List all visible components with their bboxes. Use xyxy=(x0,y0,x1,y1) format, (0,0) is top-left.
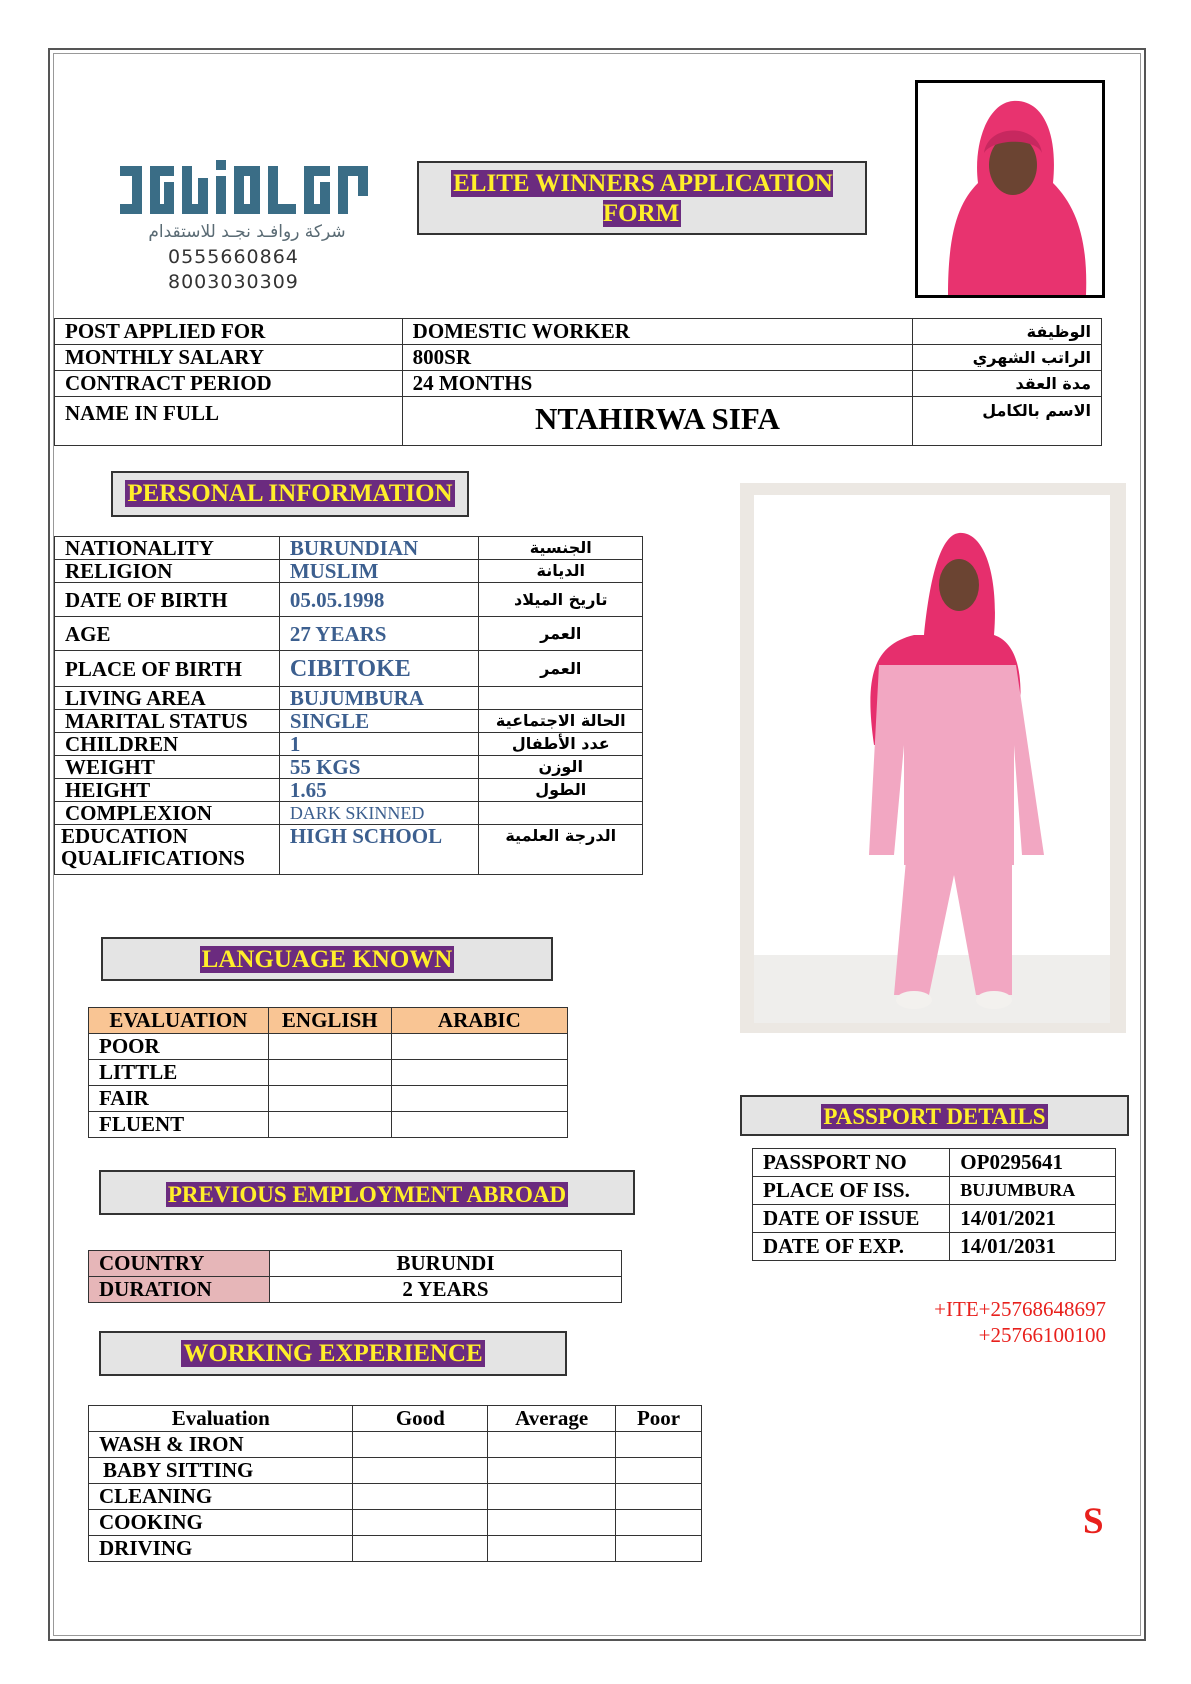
row-value: BUJUMBURA xyxy=(279,687,479,710)
english-cell xyxy=(268,1086,391,1112)
poor-cell xyxy=(616,1458,702,1484)
col-evaluation: Evaluation xyxy=(89,1406,353,1432)
portrait-image xyxy=(918,83,1102,295)
table-row xyxy=(89,1034,568,1060)
country-label: COUNTRY xyxy=(89,1251,270,1277)
row-arabic: عدد الأطفال xyxy=(479,733,643,756)
row-arabic: العمر xyxy=(479,617,643,651)
table-row xyxy=(89,1060,568,1086)
previous-employment-table xyxy=(88,1250,622,1303)
row-label: EDUCATION QUALIFICATIONS xyxy=(55,825,280,875)
col-arabic: ARABIC xyxy=(391,1008,567,1034)
good-cell xyxy=(353,1510,488,1536)
full-body-image xyxy=(754,495,1110,1023)
good-cell xyxy=(353,1432,488,1458)
table-row xyxy=(55,345,1102,371)
date-of-expiry-label: DATE OF EXP. xyxy=(753,1233,950,1261)
english-cell xyxy=(268,1112,391,1138)
main-info-table xyxy=(54,318,1102,446)
logo-phone-1: 0555660864 xyxy=(168,246,299,268)
level-label: POOR xyxy=(89,1034,269,1060)
table-row xyxy=(55,710,643,733)
arabic-cell xyxy=(391,1112,567,1138)
applicant-portrait-photo xyxy=(915,80,1105,298)
salary-label: MONTHLY SALARY xyxy=(55,345,403,371)
row-label: AGE xyxy=(55,617,280,651)
table-row xyxy=(55,733,643,756)
place-of-issue-label: PLACE OF ISS. xyxy=(753,1177,950,1205)
average-cell xyxy=(488,1458,616,1484)
col-average: Average xyxy=(488,1406,616,1432)
personal-info-header xyxy=(111,471,469,517)
contract-arabic: مدة العقد xyxy=(913,371,1102,397)
contact-line-2: +25766100100 xyxy=(978,1323,1106,1347)
name-arabic: الاسم بالكامل xyxy=(913,397,1102,446)
row-label: COMPLEXION xyxy=(55,802,280,825)
col-poor: Poor xyxy=(616,1406,702,1432)
table-row xyxy=(55,371,1102,397)
form-title-box xyxy=(417,161,867,235)
poor-cell xyxy=(616,1510,702,1536)
row-arabic: الطول xyxy=(479,779,643,802)
date-of-expiry-value: 14/01/2031 xyxy=(950,1233,1116,1261)
row-label: LIVING AREA xyxy=(55,687,280,710)
row-label: RELIGION xyxy=(55,560,280,583)
row-value: 27 YEARS xyxy=(279,617,479,651)
row-arabic xyxy=(479,802,643,825)
table-row xyxy=(89,1277,622,1303)
duration-value: 2 YEARS xyxy=(270,1277,622,1303)
logo-graphic xyxy=(120,160,374,220)
poor-cell xyxy=(616,1432,702,1458)
skill-label: WASH & IRON xyxy=(89,1432,353,1458)
passport-no-label: PASSPORT NO xyxy=(753,1149,950,1177)
row-value: DARK SKINNED xyxy=(279,802,479,825)
table-row xyxy=(89,1484,702,1510)
name-value: NTAHIRWA SIFA xyxy=(402,397,912,446)
table-row xyxy=(55,802,643,825)
table-row xyxy=(89,1458,702,1484)
salary-arabic: الراتب الشهري xyxy=(913,345,1102,371)
row-arabic: الدرجة العلمية xyxy=(479,825,643,875)
previous-employment-title: PREVIOUS EMPLOYMENT ABROAD xyxy=(167,1182,567,1207)
passport-table xyxy=(752,1148,1116,1261)
row-label: MARITAL STATUS xyxy=(55,710,280,733)
row-arabic: تاريخ الميلاد xyxy=(479,583,643,617)
logo-phone-2: 8003030309 xyxy=(168,271,299,293)
working-experience-header xyxy=(99,1331,567,1376)
language-header xyxy=(101,937,553,981)
table-row xyxy=(55,617,643,651)
row-label: WEIGHT xyxy=(55,756,280,779)
post-value: DOMESTIC WORKER xyxy=(402,319,912,345)
row-value: 05.05.1998 xyxy=(279,583,479,617)
table-row xyxy=(55,756,643,779)
good-cell xyxy=(353,1458,488,1484)
row-arabic: الوزن xyxy=(479,756,643,779)
skill-label: CLEANING xyxy=(89,1484,353,1510)
row-arabic: الجنسية xyxy=(479,537,643,560)
signature-mark: S xyxy=(1083,1501,1104,1542)
applicant-full-photo xyxy=(740,483,1126,1033)
table-row xyxy=(55,825,643,875)
good-cell xyxy=(353,1484,488,1510)
row-label: DATE OF BIRTH xyxy=(55,583,280,617)
table-row xyxy=(89,1510,702,1536)
post-label: POST APPLIED FOR xyxy=(55,319,403,345)
row-value: HIGH SCHOOL xyxy=(279,825,479,875)
row-value: BURUNDIAN xyxy=(279,537,479,560)
row-value: MUSLIM xyxy=(279,560,479,583)
poor-cell xyxy=(616,1536,702,1562)
level-label: LITTLE xyxy=(89,1060,269,1086)
table-row xyxy=(55,537,643,560)
place-of-issue-value: BUJUMBURA xyxy=(950,1177,1116,1205)
contact-line-1: +ITE+25768648697 xyxy=(934,1297,1106,1321)
table-row xyxy=(89,1086,568,1112)
working-experience-title: WORKING EXPERIENCE xyxy=(183,1340,483,1367)
table-row xyxy=(55,651,643,687)
country-value: BURUNDI xyxy=(270,1251,622,1277)
table-row xyxy=(89,1112,568,1138)
contract-label: CONTRACT PERIOD xyxy=(55,371,403,397)
average-cell xyxy=(488,1510,616,1536)
table-header-row xyxy=(89,1406,702,1432)
salary-value: 800SR xyxy=(402,345,912,371)
row-label: HEIGHT xyxy=(55,779,280,802)
table-row xyxy=(89,1251,622,1277)
table-row xyxy=(55,560,643,583)
row-arabic: العمر xyxy=(479,651,643,687)
table-header-row xyxy=(89,1008,568,1034)
row-arabic: الديانة xyxy=(479,560,643,583)
skill-label: DRIVING xyxy=(89,1536,353,1562)
table-row xyxy=(753,1233,1116,1261)
table-row xyxy=(753,1177,1116,1205)
col-evaluation: EVALUATION xyxy=(89,1008,269,1034)
previous-employment-header xyxy=(99,1170,635,1215)
arabic-cell xyxy=(391,1060,567,1086)
table-row xyxy=(89,1432,702,1458)
post-arabic: الوظيفة xyxy=(913,319,1102,345)
row-value: 55 KGS xyxy=(279,756,479,779)
personal-info-table xyxy=(54,536,643,875)
passport-header xyxy=(740,1095,1129,1136)
table-row xyxy=(55,687,643,710)
row-label: CHILDREN xyxy=(55,733,280,756)
col-good: Good xyxy=(353,1406,488,1432)
poor-cell xyxy=(616,1484,702,1510)
level-label: FLUENT xyxy=(89,1112,269,1138)
working-experience-table xyxy=(88,1405,702,1562)
arabic-cell xyxy=(391,1034,567,1060)
date-of-issue-label: DATE OF ISSUE xyxy=(753,1205,950,1233)
skill-label: BABY SITTING xyxy=(89,1458,353,1484)
row-label: NATIONALITY xyxy=(55,537,280,560)
skill-label: COOKING xyxy=(89,1510,353,1536)
average-cell xyxy=(488,1484,616,1510)
english-cell xyxy=(268,1060,391,1086)
contract-value: 24 MONTHS xyxy=(402,371,912,397)
arabic-cell xyxy=(391,1086,567,1112)
language-table xyxy=(88,1007,568,1138)
language-title: LANGUAGE KNOWN xyxy=(201,946,453,973)
row-value: CIBITOKE xyxy=(279,651,479,687)
table-row xyxy=(89,1536,702,1562)
english-cell xyxy=(268,1034,391,1060)
table-row xyxy=(753,1205,1116,1233)
date-of-issue-value: 14/01/2021 xyxy=(950,1205,1116,1233)
table-row xyxy=(55,319,1102,345)
table-row xyxy=(55,397,1102,446)
row-value: 1.65 xyxy=(279,779,479,802)
table-row xyxy=(55,583,643,617)
row-arabic: الحالة الاجتماعية xyxy=(479,710,643,733)
col-english: ENGLISH xyxy=(268,1008,391,1034)
table-row xyxy=(753,1149,1116,1177)
row-value: 1 xyxy=(279,733,479,756)
form-title: ELITE WINNERS APPLICATION FORM xyxy=(453,170,833,227)
passport-no-value: OP0295641 xyxy=(950,1149,1116,1177)
passport-title: PASSPORT DETAILS xyxy=(823,1104,1046,1129)
duration-label: DURATION xyxy=(89,1277,270,1303)
level-label: FAIR xyxy=(89,1086,269,1112)
average-cell xyxy=(488,1432,616,1458)
table-row xyxy=(55,779,643,802)
row-label: PLACE OF BIRTH xyxy=(55,651,280,687)
company-logo xyxy=(112,150,382,293)
good-cell xyxy=(353,1536,488,1562)
personal-info-title: PERSONAL INFORMATION xyxy=(127,480,453,507)
name-label: NAME IN FULL xyxy=(55,397,403,446)
row-value: SINGLE xyxy=(279,710,479,733)
average-cell xyxy=(488,1536,616,1562)
row-arabic xyxy=(479,687,643,710)
logo-subtitle: شركة روافـد نجـد للاستقدام xyxy=(148,222,346,242)
